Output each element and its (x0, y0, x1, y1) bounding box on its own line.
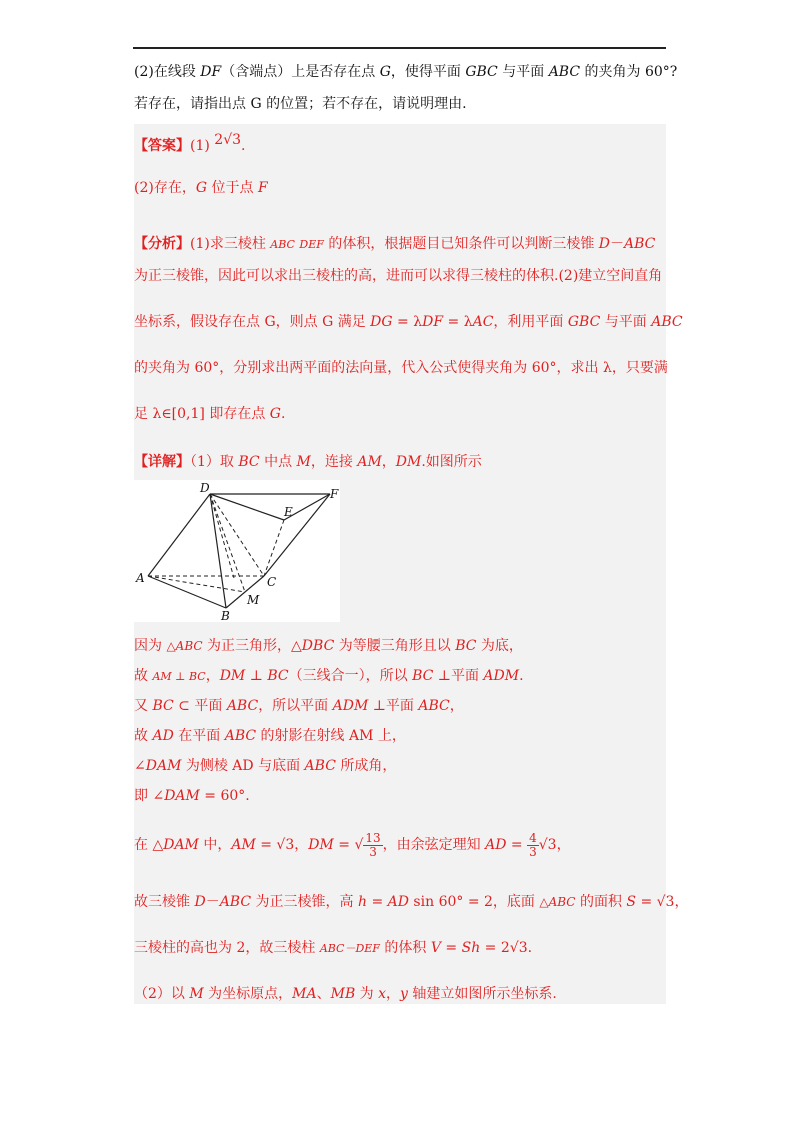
fraction-13-3: $\frac{13}{3}$ (365, 830, 381, 859)
question-line-1: (2)在线段 DF（含端点）上是否存在点 G，使得平面 GBC 与平面 ABC 的夹角为 60°? (134, 64, 678, 80)
answer-label: 【答案】 (134, 138, 190, 154)
analysis-line-3: 坐标系，假设存在点 G，则点 G 满足 DG = λDF = λAC，利用平面 GBC 与平面 ABC (134, 314, 683, 330)
answer-line-2: (2)存在，G 位于点 F (134, 180, 268, 196)
detail-line-9: 三棱柱的高也为 2，故三棱柱 ABC－DEF 的体积 V = Sh = 2√3. (134, 940, 533, 956)
detail-intro: 【详解】（1）取 BC 中点 M，连接 AM，DM.如图所示 (134, 454, 482, 470)
label-F: F (330, 487, 339, 501)
analysis-line-5: 足 λ∈[0,1] 即存在点 G. (134, 406, 286, 422)
detail-line-3: 又 BC ⊂ 平面 ABC，所以平面 ADM ⊥平面 ABC， (134, 698, 464, 714)
detail-label: 【详解】 (134, 454, 190, 470)
prism-figure (134, 480, 340, 622)
label-B: B (221, 609, 230, 622)
label-A: A (136, 571, 145, 585)
detail-line-7: 在 △DAM 中，AM = √3，DM = √ $\frac{13}{3}$ ，由余弦定理知 AD = $\frac{4}{3}$ √3， (134, 830, 571, 859)
analysis-line-2: 为正三棱锥，因此可以求出三棱柱的高，进而可以求得三棱柱的体积.(2)建立空间直角 (134, 268, 663, 284)
detail-line-4: 故 AD 在平面 ABC 的射影在射线 AM 上， (134, 728, 406, 744)
detail-line-2: 故 AM ⊥ BC，DM ⊥ BC（三线合一），所以 BC ⊥平面 ADM. (134, 668, 524, 684)
detail-line-8: 故三棱锥 D－ABC 为正三棱锥，高 h = AD sin 60° = 2，底面 △ABC 的面积 S = √3， (134, 894, 689, 910)
label-E: E (284, 505, 293, 519)
top-rule (133, 47, 666, 49)
question-line-2: 若存在，请指出点 G 的位置；若不存在，请说明理由. (134, 96, 467, 112)
label-M: M (247, 593, 260, 607)
detail-line-10: （2）以 M 为坐标原点，MA、MB 为 x，y 轴建立如图所示坐标系. (134, 986, 557, 1002)
prism-diagram (134, 480, 340, 622)
detail-line-5: ∠DAM 为侧棱 AD 与底面 ABC 所成角， (134, 758, 397, 774)
answer-line-1: 【答案】(1) 2√3. (134, 132, 246, 154)
analysis-label: 【分析】 (134, 236, 190, 252)
analysis-line-4: 的夹角为 60°，分别求出两平面的法向量，代入公式使得夹角为 60°，求出 λ，只要满 (134, 360, 668, 376)
detail-line-6: 即 ∠DAM = 60°. (134, 788, 250, 804)
label-D: D (200, 481, 210, 495)
detail-line-1: 因为 △ABC 为正三角形，△DBC 为等腰三角形且以 BC 为底， (134, 638, 523, 654)
label-C: C (267, 575, 277, 589)
analysis-line-1: 【分析】(1)求三棱柱 ABC DEF 的体积，根据题目已知条件可以判断三棱锥 D－ABC (134, 236, 656, 252)
fraction-4-3: $\frac{4}{3}$ (529, 830, 537, 859)
